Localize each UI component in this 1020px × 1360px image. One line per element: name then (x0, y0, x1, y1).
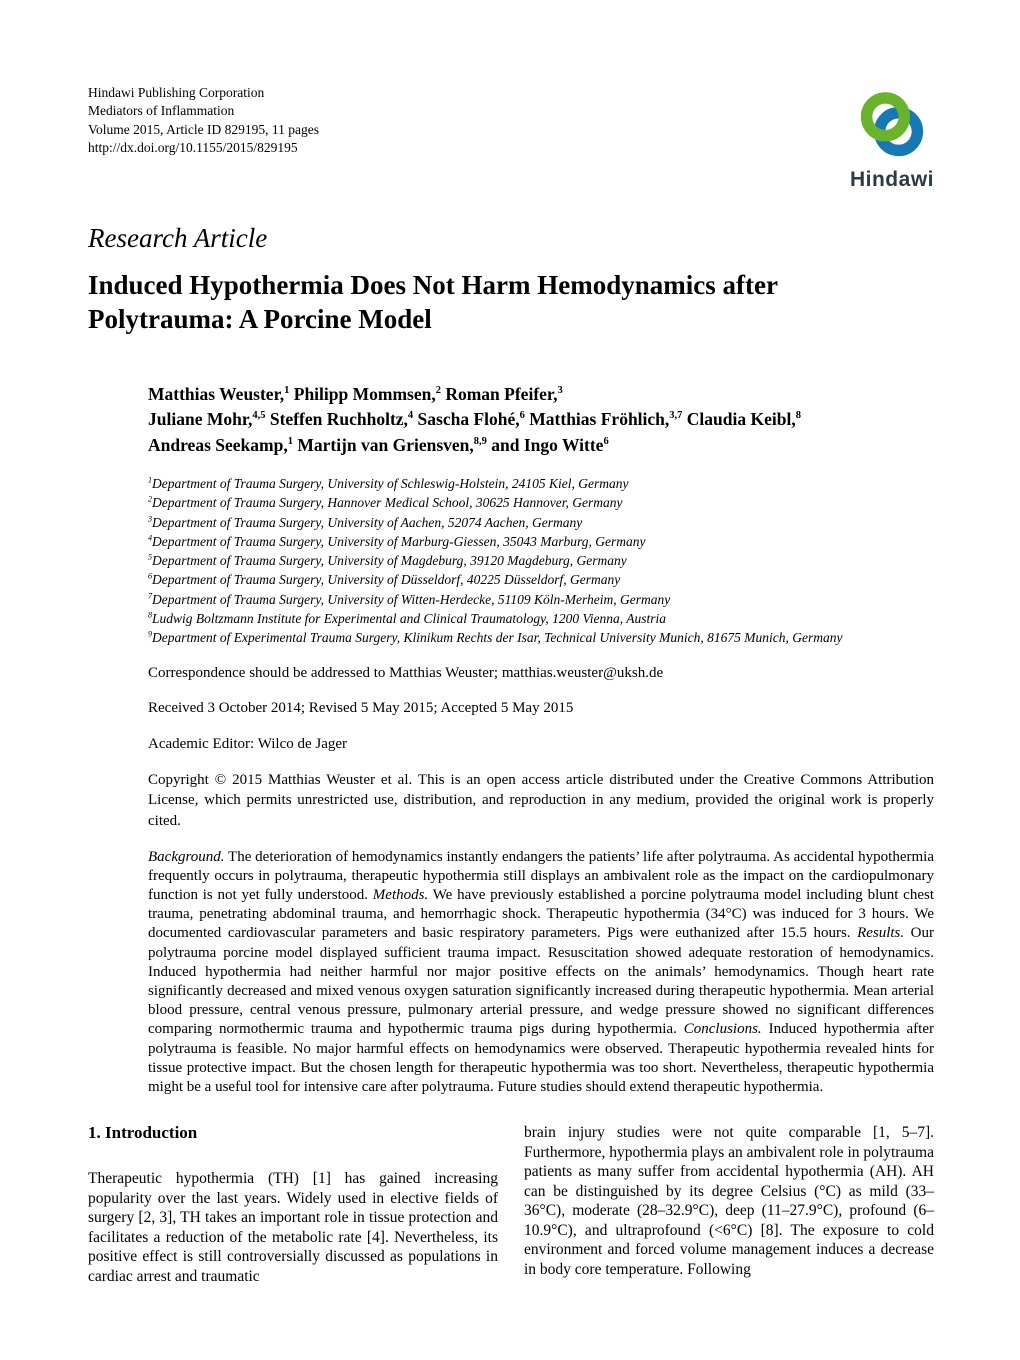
hindawi-logo-icon (851, 84, 933, 166)
journal-name: Mediators of Inflammation (88, 103, 235, 119)
body-columns (88, 1123, 934, 1286)
article-title: Induced Hypothermia Does Not Harm Hemodynamics after Polytrauma: A Porcine Model (88, 269, 778, 334)
right-column (524, 1123, 934, 1286)
correspondence-email[interactable]: matthias.weuster@uksh.de (501, 664, 664, 681)
affiliation-line: $^6$Department of Trauma Surgery, University of Düsseldorf, 40225 Düsseldorf, Germany (148, 571, 621, 588)
author-line: Juliane Mohr,$^{4,5}$ Steffen Ruchholtz,$^4$ Sascha Flohé,$^6$ Matthias Fröhlich,$^{3,7}$ Claudia Keibl,$^8$ (148, 409, 801, 430)
author-line: Matthias Weuster,$^1$ Philipp Mommsen,$^2$ Roman Pfeifer,$^3$ (148, 383, 563, 404)
volume-line: Volume 2015, Article ID 829195, 11 pages (88, 121, 319, 137)
affiliation-line: $^8$Ludwig Boltzmann Institute for Experimental and Clinical Traumatology, 1200 Vienna, Austria (148, 610, 667, 626)
affiliation-line: $^7$Department of Trauma Surgery, University of Witten-Herdecke, 51109 Köln-Merheim, Germany (148, 591, 671, 607)
page-header (88, 84, 934, 192)
affiliation-line: $^1$Department of Trauma Surgery, University of Schleswig-Holstein, 24105 Kiel, Germany (148, 475, 629, 491)
left-column (88, 1123, 498, 1286)
publisher-name: Hindawi Publishing Corporation (88, 85, 265, 100)
affiliation-line: $^2$Department of Trauma Surgery, Hannover Medical School, 30625 Hannover, Germany (148, 494, 623, 511)
publication-info (88, 84, 319, 157)
dates-line: Received 3 October 2014; Revised 5 May 2015; Accepted 5 May 2015 (148, 700, 574, 717)
correspondence-text: Correspondence should be addressed to Matthias Weuster; (148, 664, 499, 681)
section-heading-introduction: 1. Introduction (88, 1123, 198, 1143)
affiliation-line: $^5$Department of Trauma Surgery, University of Magdeburg, 39120 Magdeburg, Germany (148, 552, 627, 569)
copyright-text: Copyright © 2015 Matthias Weuster et al. This is an open access article distributed under the Creative Commons Attribution License, which permits unrestricted use, distribution, and reproduction in any medium, provided the original work is properly cited. (148, 771, 934, 830)
article-type-label: Research Article (88, 223, 268, 253)
affiliations-list (148, 474, 934, 648)
intro-paragraph-left: Therapeutic hypothermia (TH) [1] has gained increasing popularity over the last years. Widely used in elective fields of surgery [2, 3], TH takes an important role in tissue protection and facilitates a reduction of the metabolic rate [4]. Nevertheless, its positive effect is still controversially discussed as populations in cardiac arrest and traumatic (88, 1170, 498, 1285)
author-line: Andreas Seekamp,$^1$ Martijn van Griensven,$^{8,9}$ and Ingo Witte$^6$ (148, 434, 609, 455)
affiliation-line: $^3$Department of Trauma Surgery, University of Aachen, 52074 Aachen, Germany (148, 514, 583, 530)
doi-link[interactable]: http://dx.doi.org/10.1155/2015/829195 (88, 140, 298, 156)
intro-paragraph-right: brain injury studies were not quite comparable [1, 5–7]. Furthermore, hypothermia plays an ambivalent role in polytrauma patients as many suffer from accidental hypothermia (AH). AH can be distinguished by its degree Celsius (°C) as mild (33–36°C), moderate (28–32.9°C), deep (11–27.9°C), profound (6–10.9°C), and ultraprofound (<6°C) [8]. The exposure to cold environment and forced volume management induces a decrease in body core temperature. Following (524, 1124, 934, 1278)
affiliation-line: $^9$Department of Experimental Trauma Surgery, Klinikum Rechts der Isar, Technical University Munich, 81675 Munich, Germany (148, 629, 843, 646)
correspondence-line (148, 663, 934, 684)
academic-editor-line: Academic Editor: Wilco de Jager (148, 735, 348, 752)
authors-block (148, 382, 934, 458)
abstract-text: Background. The deterioration of hemodynamics instantly endangers the patients’ life after polytrauma. As accidental hypothermia frequently occurs in polytrauma, therapeutic hypothermia still displays an ambivalent role as the impact on the cardiopulmonary function is not yet fully understood. Methods. We have previously established a porcine polytrauma model including blunt chest trauma, penetrating abdominal trauma, and hemorrhagic shock. Therapeutic hypothermia (34°C) was induced for 3 hours. We documented cardiovascular parameters and basic respiratory parameters. Pigs were euthanized after 15.5 hours. Results. Our polytrauma porcine model displayed sufficient trauma impact. Resuscitation showed adequate restoration of hemodynamics. Induced hypothermia had neither harmful nor major positive effects on the animals’ hemodynamics. Though heart rate significantly decreased and mixed venous oxygen saturation significantly increased during therapeutic hypothermia. Mean arterial blood pressure, central venous pressure, pulmonary arterial pressure, and wedge pressure showed no significant differences comparing normothermic trauma and hypothermic trauma pigs during hypothermia. Conclusions. Induced hypothermia after polytrauma is feasible. No major harmful effects on hemodynamics were observed. Therapeutic hypothermia revealed hints for tissue protective impact. But the chosen length for therapeutic hypothermia was too short. Nevertheless, therapeutic hypothermia might be a useful tool for intensive care after polytrauma. Future studies should extend therapeutic hypothermia. (148, 848, 935, 1095)
hindawi-logo (850, 84, 934, 192)
logo-wordmark: Hindawi (849, 168, 934, 191)
affiliation-line: $^4$Department of Trauma Surgery, University of Marburg-Giessen, 35043 Marburg, Germany (148, 533, 646, 549)
